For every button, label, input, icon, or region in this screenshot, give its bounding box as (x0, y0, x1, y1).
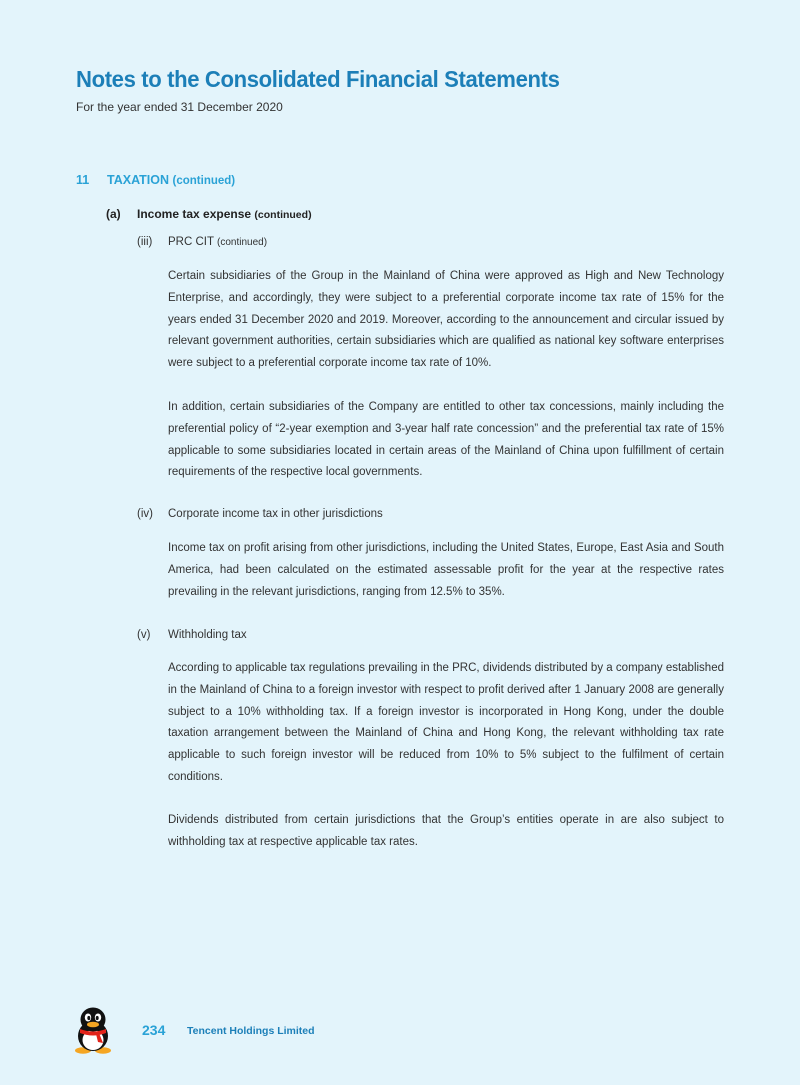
section-title: TAXATION (107, 173, 170, 187)
item-continued: (continued) (217, 237, 268, 248)
item-title: Corporate income tax in other jurisdictions (168, 508, 383, 520)
paragraph-withholding-2: Dividends distributed from certain jurisdictions that the Group’s entities operate in are also subject to withholding tax at respective applicable tax rates. (168, 814, 724, 848)
page-subtitle: For the year ended 31 December 2020 (76, 100, 283, 114)
subsection-number: (a) (106, 207, 121, 221)
paragraph-prc-cit-1: Certain subsidiaries of the Group in the Mainland of China were approved as High and New Technology Enterprise, and accordingly, they were subject to a preferential corporate income tax rate of 15% for the years ended 31 December 2020 and 2019. Moreover, according to the announcement and circular issued by relevant government authorities, certain subsidiaries which are qualified as national key software enterprises were subject to a preferential corporate income tax rate of 10%. (168, 270, 724, 370)
subsection-continued: (continued) (254, 209, 312, 221)
qq-penguin-icon (72, 1006, 114, 1054)
company-name: Tencent Holdings Limited (187, 1025, 315, 1037)
item-heading-iv (137, 508, 383, 520)
item-number: (v) (137, 629, 151, 641)
paragraph-other-jurisdictions: Income tax on profit arising from other jurisdictions, including the United States, Europe, East Asia and South America, had been calculated on the estimated assessable profit for the year at the respective rates prevailing in the relevant jurisdictions, ranging from 12.5% to 35%. (168, 542, 724, 598)
item-title: PRC CIT (168, 236, 214, 248)
section-heading (76, 173, 235, 187)
subsection-heading (106, 207, 312, 221)
item-heading-iii (137, 236, 267, 248)
page-title: Notes to the Consolidated Financial Statements (76, 66, 560, 92)
section-number: 11 (76, 173, 90, 187)
item-number: (iii) (137, 236, 153, 248)
item-title: Withholding tax (168, 629, 247, 641)
subsection-title: Income tax expense (137, 207, 252, 221)
paragraph-prc-cit-2: In addition, certain subsidiaries of the Company are entitled to other tax concessions, mainly including the preferential policy of “2-year exemption and 3-year half rate concession” and the preferential tax rate of 15% applicable to some subsidiaries located in certain areas of the Mainland of China upon fulfillment of certain requirements of the respective local governments. (168, 401, 724, 479)
item-heading-v (137, 629, 247, 641)
section-continued: (continued) (172, 175, 236, 187)
page-number: 234 (142, 1022, 166, 1038)
item-number: (iv) (137, 508, 153, 520)
paragraph-withholding-1: According to applicable tax regulations prevailing in the PRC, dividends distributed by a company established in the Mainland of China to a foreign investor with respect to profit derived after 1 January 2008 are generally subject to a 10% withholding tax. If a foreign investor is incorporated in Hong Kong, under the double taxation arrangement between the Mainland of China and Hong Kong, the relevant withholding tax rate applicable to such foreign investor will be reduced from 10% to 5% subject to the fulfilment of certain conditions. (168, 662, 724, 783)
